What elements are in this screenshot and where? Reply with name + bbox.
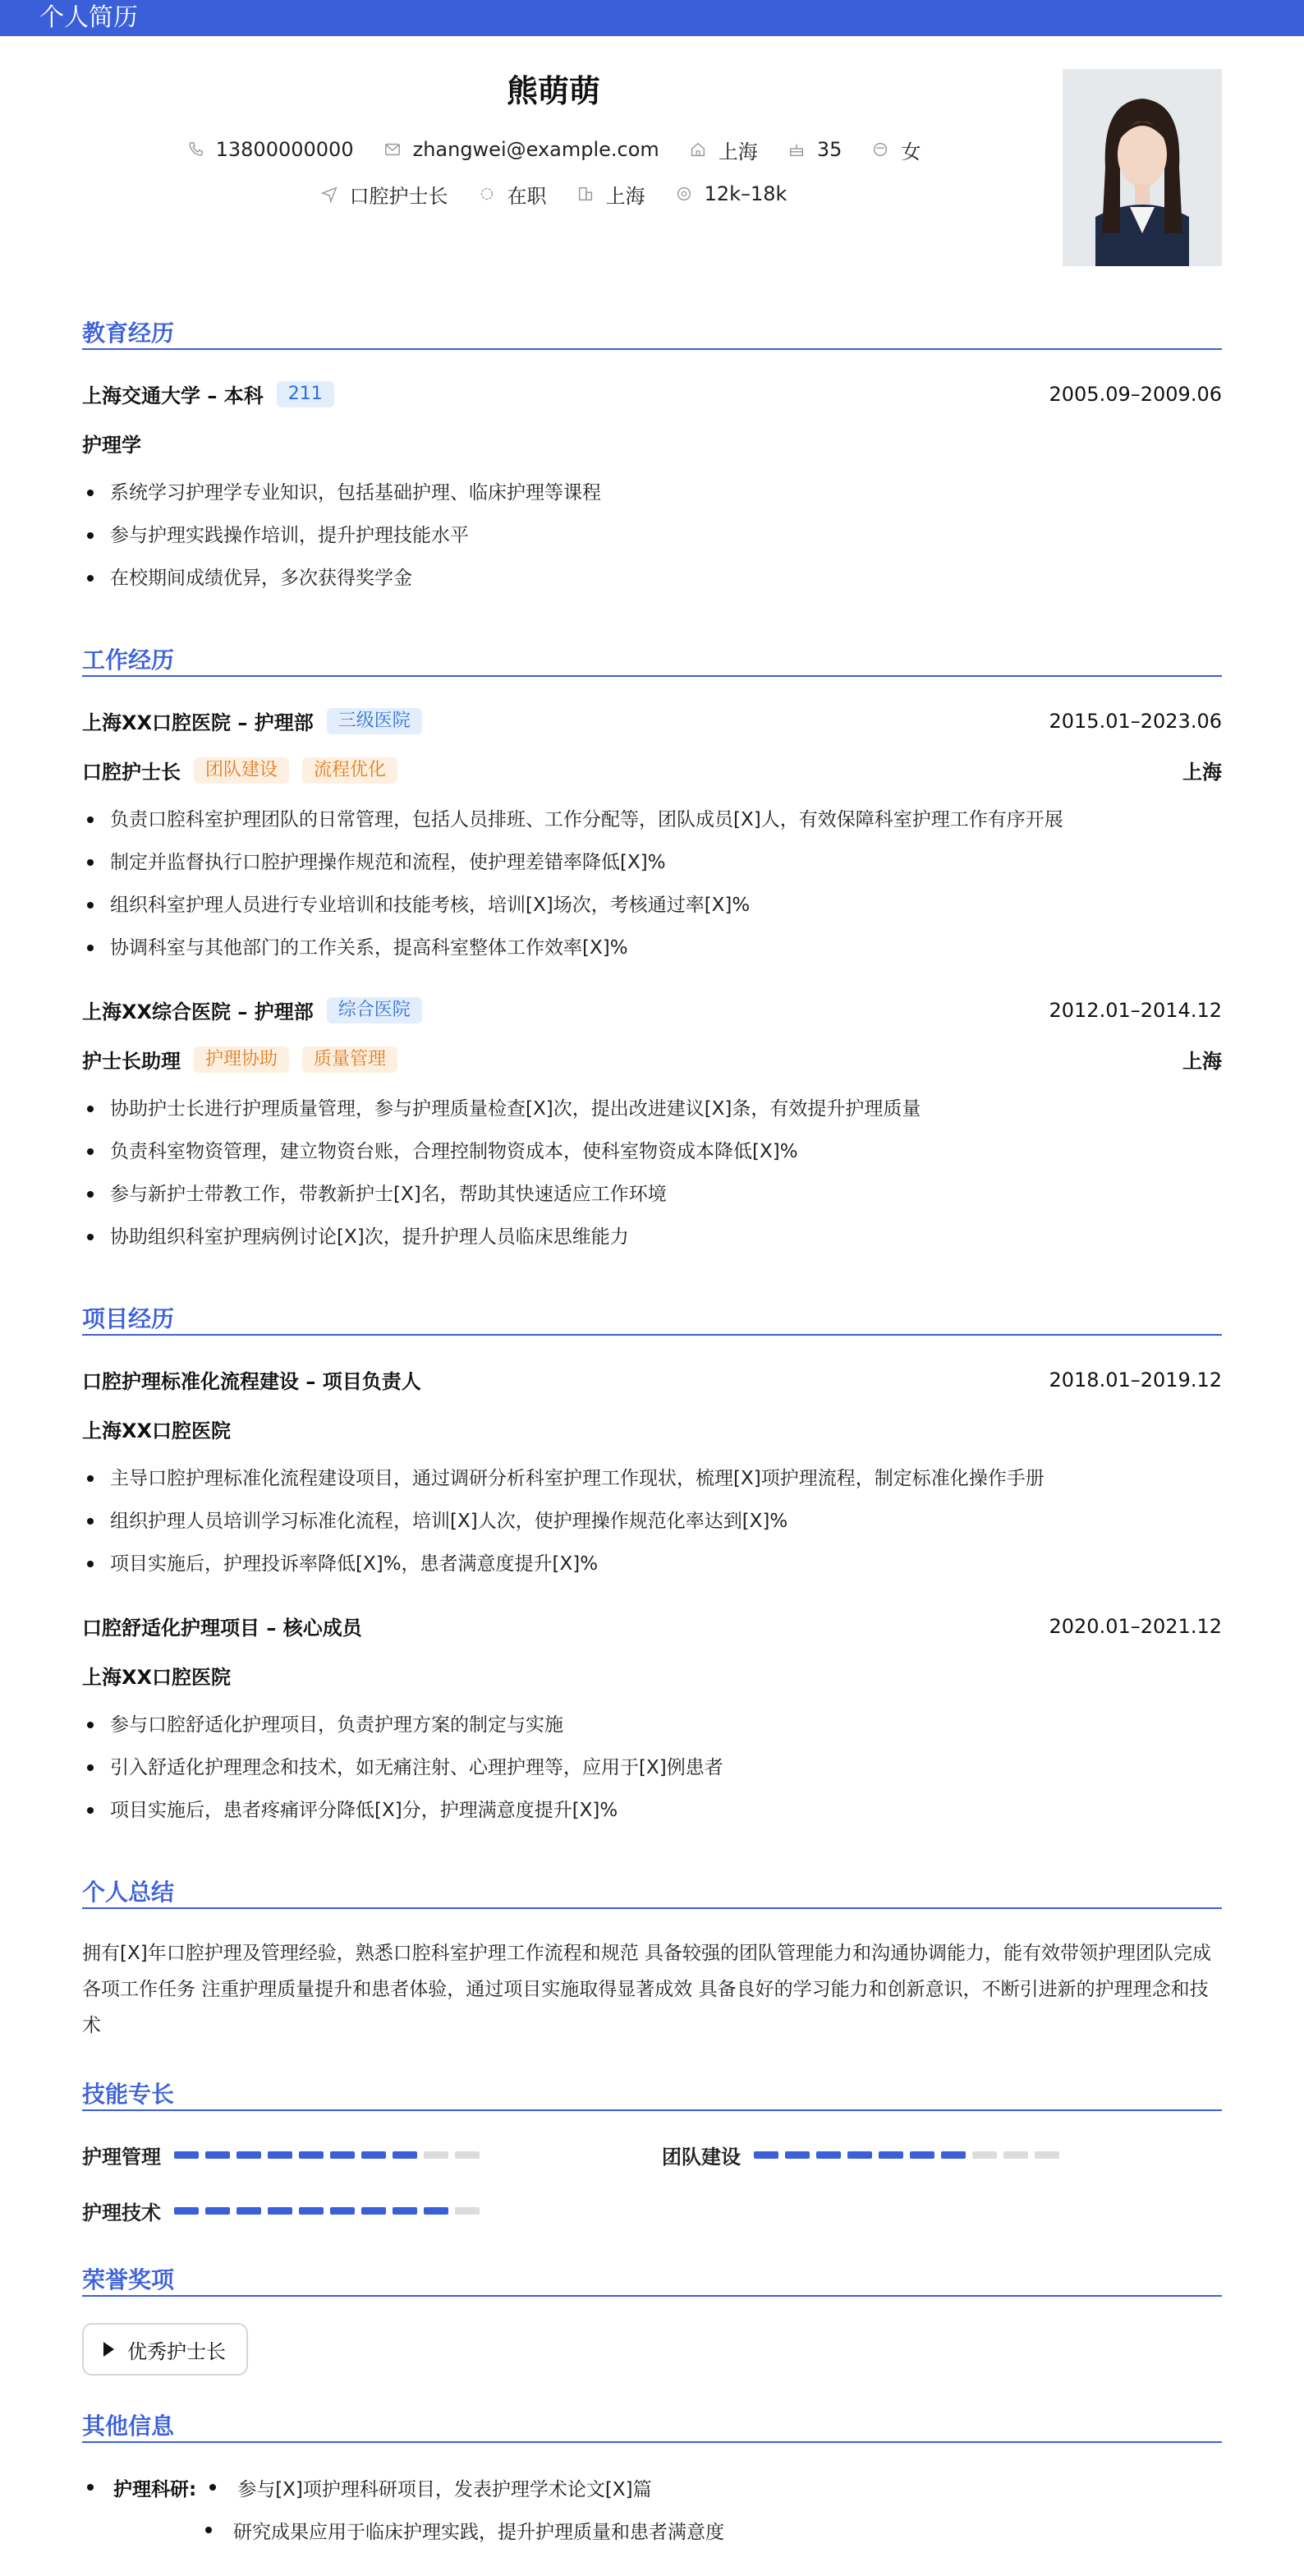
home-icon [689, 140, 707, 159]
top-bar [0, 0, 1304, 36]
skill-segment [174, 2207, 199, 2215]
skill-bar [174, 2151, 480, 2159]
work-0-header [82, 706, 1222, 735]
work-org: 上海XX口腔医院 – 护理部 [82, 711, 314, 734]
project-name: 口腔护理标准化流程建设 – 项目负责人 [82, 1370, 421, 1393]
education-major-row [82, 429, 1222, 458]
salary-text: 12k–18k [704, 182, 787, 205]
skill-segment [455, 2207, 480, 2215]
list-item: 协调科室与其他部门的工作关系，提高科室整体工作效率[X]% [82, 927, 1222, 969]
project-0-bullets [82, 1457, 1222, 1585]
skill-bar [174, 2207, 480, 2215]
work-1-header [82, 996, 1222, 1024]
skill-segment [785, 2151, 810, 2159]
skill-segment [361, 2207, 386, 2215]
contact-info-row [0, 135, 1107, 164]
work-role: 口腔护士长 [82, 761, 181, 784]
work-org: 上海XX综合医院 – 护理部 [82, 1000, 314, 1024]
skill-label: 护理技术 [82, 2201, 161, 2224]
bullet-dot [205, 2527, 212, 2533]
role-tag: 护理协助 [194, 1046, 289, 1073]
skill-segment [455, 2151, 480, 2159]
position-text: 口腔护士长 [349, 184, 448, 208]
email-text: zhangwei@example.com [412, 138, 659, 161]
project-name: 口腔舒适化护理项目 – 核心成员 [82, 1617, 362, 1640]
send-icon [320, 185, 338, 203]
skill-item [662, 2141, 1059, 2169]
skill-segment [972, 2151, 997, 2159]
status-item [478, 179, 547, 209]
list-item: 项目实施后，患者疼痛评分降低[X]分，护理满意度提升[X]% [82, 1789, 1222, 1832]
work-1-bullets [82, 1088, 1222, 1258]
work-date: 2015.01–2023.06 [1049, 709, 1222, 733]
skill-segment [393, 2207, 417, 2215]
role-tag: 流程优化 [302, 757, 397, 784]
school-name: 上海交通大学 – 本科 [82, 384, 264, 407]
bullet-dot [87, 2484, 94, 2491]
skill-label: 护理管理 [82, 2146, 161, 2169]
role-tag: 质量管理 [302, 1046, 397, 1073]
list-item: 参与新护士带教工作，带教新护士[X]名，帮助其快速适应工作环境 [82, 1173, 1222, 1216]
phone-icon [186, 140, 204, 159]
section-divider [82, 2295, 1222, 2297]
project-date: 2018.01–2019.12 [1049, 1368, 1222, 1392]
section-title-skills: 技能专长 [82, 2081, 175, 2108]
location-text: 上海 [718, 140, 758, 163]
project-org: 上海XX口腔医院 [82, 1666, 232, 1689]
section-divider [82, 1334, 1222, 1336]
list-item: 组织护理人员培训学习标准化流程，培训[X]人次，使护理操作规范化率达到[X]% [82, 1500, 1222, 1543]
work-0-role-row [82, 756, 1222, 784]
bullet-dot [209, 2484, 216, 2491]
money-icon [675, 185, 693, 203]
other-info-row [82, 2509, 1222, 2551]
skill-segment [910, 2151, 934, 2159]
gender-item [871, 135, 921, 164]
list-item: 组织科室护理人员进行专业培训和技能考核，培训[X]场次，考核通过率[X]% [82, 884, 1222, 927]
list-item: 在校期间成绩优异，多次获得奖学金 [82, 557, 1222, 600]
list-item: 制定并监督执行口腔护理操作规范和流程，使护理差错率降低[X]% [82, 841, 1222, 884]
project-1-header [82, 1612, 1222, 1640]
education-header [82, 380, 1222, 408]
profile-photo [1063, 69, 1222, 266]
school-tag: 211 [277, 381, 334, 407]
summary-text: 拥有[X]年口腔护理及管理经验，熟悉口腔科室护理工作流程和规范 具备较强的团队管理能力和沟通协调能力，能有效带领护理团队完成各项工作任务 注重护理质量提升和患者体验，通过项目实施取得显著成效 具备良好的学习能力和创新意识，不断引进新的护理理念和技术 [82, 1943, 1212, 2036]
other-info-row [82, 2466, 1222, 2509]
work-org-tag: 三级医院 [327, 708, 422, 734]
list-item: 项目实施后，护理投诉率降低[X]%，患者满意度提升[X]% [82, 1543, 1222, 1585]
section-title-other: 其他信息 [82, 2413, 175, 2440]
list-item: 参与[X]项护理科研项目，发表护理学术论文[X]篇 [237, 2478, 652, 2500]
work-city: 上海 [1182, 761, 1222, 784]
skill-item [82, 2196, 480, 2225]
skill-segment [205, 2207, 230, 2215]
skill-segment [393, 2151, 417, 2159]
award-toggle-button[interactable] [82, 2323, 248, 2376]
project-1-org-row [82, 1661, 1222, 1690]
section-divider [82, 2109, 1222, 2111]
skill-segment [236, 2207, 261, 2215]
work-0-bullets [82, 798, 1222, 969]
skill-segment [754, 2151, 778, 2159]
major: 护理学 [82, 434, 141, 457]
work-org-tag: 综合医院 [327, 997, 422, 1024]
target-city-item [576, 179, 645, 209]
skill-bar [754, 2151, 1059, 2159]
section-divider [82, 2441, 1222, 2443]
gender-text: 女 [901, 140, 921, 163]
status-text: 在职 [507, 184, 547, 208]
section-title-education: 教育经历 [82, 320, 175, 347]
project-0-header [82, 1365, 1222, 1394]
work-city: 上海 [1182, 1050, 1222, 1073]
list-item: 主导口腔护理标准化流程建设项目，通过调研分析科室护理工作现状，梳理[X]项护理流程，制定标准化操作手册 [82, 1457, 1222, 1500]
skill-segment [1035, 2151, 1059, 2159]
section-title-work: 工作经历 [82, 646, 175, 674]
section-divider [82, 348, 1222, 350]
list-item: 协助组织科室护理病例讨论[X]次，提升护理人员临床思维能力 [82, 1216, 1222, 1258]
list-item: 负责口腔科室护理团队的日常管理，包括人员排班、工作分配等，团队成员[X]人，有效保障科室护理工作有序开展 [82, 798, 1222, 841]
list-item: 协助护士长进行护理质量管理，参与护理质量检查[X]次，提出改进建议[X]条，有效提升护理质量 [82, 1088, 1222, 1130]
section-title-projects: 项目经历 [82, 1305, 175, 1332]
project-org: 上海XX口腔医院 [82, 1419, 232, 1442]
section-divider [82, 675, 1222, 677]
skill-segment [236, 2151, 261, 2159]
skill-segment [361, 2151, 386, 2159]
skill-segment [941, 2151, 966, 2159]
play-icon [103, 2342, 114, 2357]
skill-segment [816, 2151, 841, 2159]
other-label: 护理科研: [113, 2478, 197, 2500]
email-item [383, 135, 659, 164]
location-item [689, 135, 758, 164]
list-item: 参与口腔舒适化护理项目，负责护理方案的制定与实施 [82, 1704, 1222, 1746]
target-city-text: 上海 [605, 184, 645, 208]
position-item [320, 179, 448, 209]
skill-segment [205, 2151, 230, 2159]
skill-item [82, 2141, 480, 2169]
skill-segment [174, 2151, 199, 2159]
status-icon [478, 185, 496, 203]
project-1-bullets [82, 1704, 1222, 1832]
education-bullets [82, 472, 1222, 600]
role-tag: 团队建设 [194, 757, 289, 784]
job-info-row [0, 179, 1107, 209]
skill-segment [268, 2207, 292, 2215]
skill-segment [879, 2151, 903, 2159]
section-title-summary: 个人总结 [82, 1879, 175, 1906]
skill-segment [299, 2151, 324, 2159]
list-item: 引入舒适化护理理念和技术，如无痛注射、心理护理等，应用于[X]例患者 [82, 1746, 1222, 1789]
skill-segment [330, 2207, 355, 2215]
project-date: 2020.01–2021.12 [1049, 1614, 1222, 1638]
building-icon [576, 185, 595, 203]
mail-icon [383, 140, 402, 159]
phone-item [186, 135, 354, 164]
education-date: 2005.09–2009.06 [1049, 382, 1222, 406]
section-divider [82, 1907, 1222, 1909]
age-text: 35 [816, 138, 843, 161]
skill-label: 团队建设 [662, 2146, 741, 2169]
skill-segment [268, 2151, 292, 2159]
phone-text: 13800000000 [215, 138, 354, 161]
skill-segment [424, 2207, 448, 2215]
cake-icon [787, 140, 806, 159]
section-title-honors: 荣誉奖项 [82, 2266, 175, 2293]
skill-segment [330, 2151, 355, 2159]
work-role: 护士长助理 [82, 1050, 181, 1073]
salary-item [675, 179, 787, 209]
other-info [82, 2466, 1222, 2551]
work-date: 2012.01–2014.12 [1049, 998, 1222, 1022]
skill-segment [299, 2207, 324, 2215]
candidate-name: 熊萌萌 [506, 73, 600, 109]
list-item: 研究成果应用于临床护理实践，提升护理质量和患者满意度 [233, 2521, 724, 2543]
age-item [787, 135, 843, 164]
gender-icon [871, 140, 889, 159]
project-0-org-row [82, 1414, 1222, 1443]
page-title: 个人简历 [39, 3, 138, 32]
work-1-role-row [82, 1045, 1222, 1074]
skill-segment [424, 2151, 448, 2159]
skill-segment [847, 2151, 872, 2159]
list-item: 系统学习护理学专业知识，包括基础护理、临床护理等课程 [82, 472, 1222, 514]
award-label: 优秀护士长 [127, 2339, 226, 2363]
list-item: 负责科室物资管理，建立物资台账，合理控制物资成本，使科室物资成本降低[X]% [82, 1130, 1222, 1173]
skill-segment [1003, 2151, 1028, 2159]
list-item: 参与护理实践操作培训，提升护理技能水平 [82, 514, 1222, 557]
